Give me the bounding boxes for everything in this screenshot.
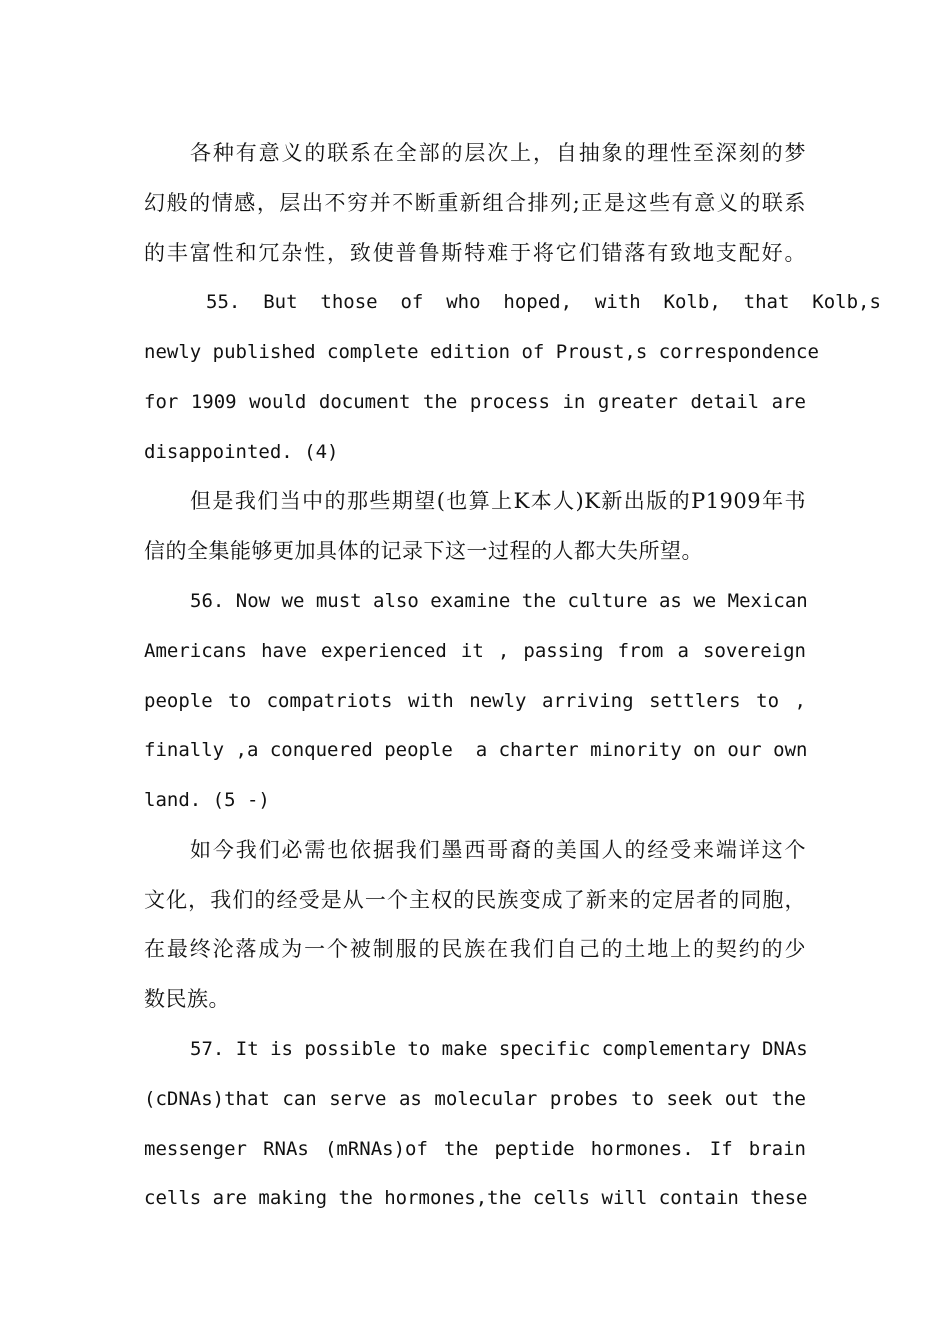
paragraph-line: cells are making the hormones,the cells will contain these [144,1187,808,1209]
paragraph-line: 如今我们必需也依据我们墨西哥裔的美国人的经受来端详这个 [190,838,806,862]
paragraph-line: messenger RNAs (mRNAs)of the peptide hormones. If brain [144,1138,806,1160]
paragraph-line: newly published complete edition of Proust,s correspondence [144,341,819,363]
paragraph-line: 在最终沦落成为一个被制服的民族在我们自己的土地上的契约的少 [144,937,806,961]
paragraph-line: disappointed. (4) [144,441,339,463]
paragraph-line: Americans have experienced it , passing from a sovereign [144,640,806,662]
paragraph-line: finally ,a conquered people a charter minority on our own [144,739,808,761]
paragraph-line: 各种有意义的联系在全部的层次上，自抽象的理性至深刻的梦 [190,141,806,165]
paragraph-line: people to compatriots with newly arriving settlers to , [144,690,806,712]
paragraph-line: (cDNAs)that can serve as molecular probes to seek out the [144,1088,806,1110]
paragraph-line: 信的全集能够更加具体的记录下这一过程的人都大失所望。 [144,539,703,563]
paragraph-line: for 1909 would document the process in greater detail are [144,391,806,413]
paragraph-line: 55. But those of who hoped, with Kolb, that Kolb,s [206,291,881,313]
paragraph-line: 57. It is possible to make specific complementary DNAs [190,1038,808,1060]
paragraph-line: 的丰富性和冗杂性，致使普鲁斯特难于将它们错落有致地支配好。 [144,241,806,265]
paragraph-line: land. (5 -) [144,789,270,811]
paragraph-line: 但是我们当中的那些期望(也算上K本人)K新出版的P1909年书 [190,489,806,513]
paragraph-line: 数民族。 [144,987,230,1011]
paragraph-line: 56. Now we must also examine the culture as we Mexican [190,590,808,612]
paragraph-line: 幻般的情感，层出不穷并不断重新组合排列;正是这些有意义的联系 [144,191,806,215]
paragraph-line: 文化，我们的经受是从一个主权的民族变成了新来的定居者的同胞， [144,888,806,912]
